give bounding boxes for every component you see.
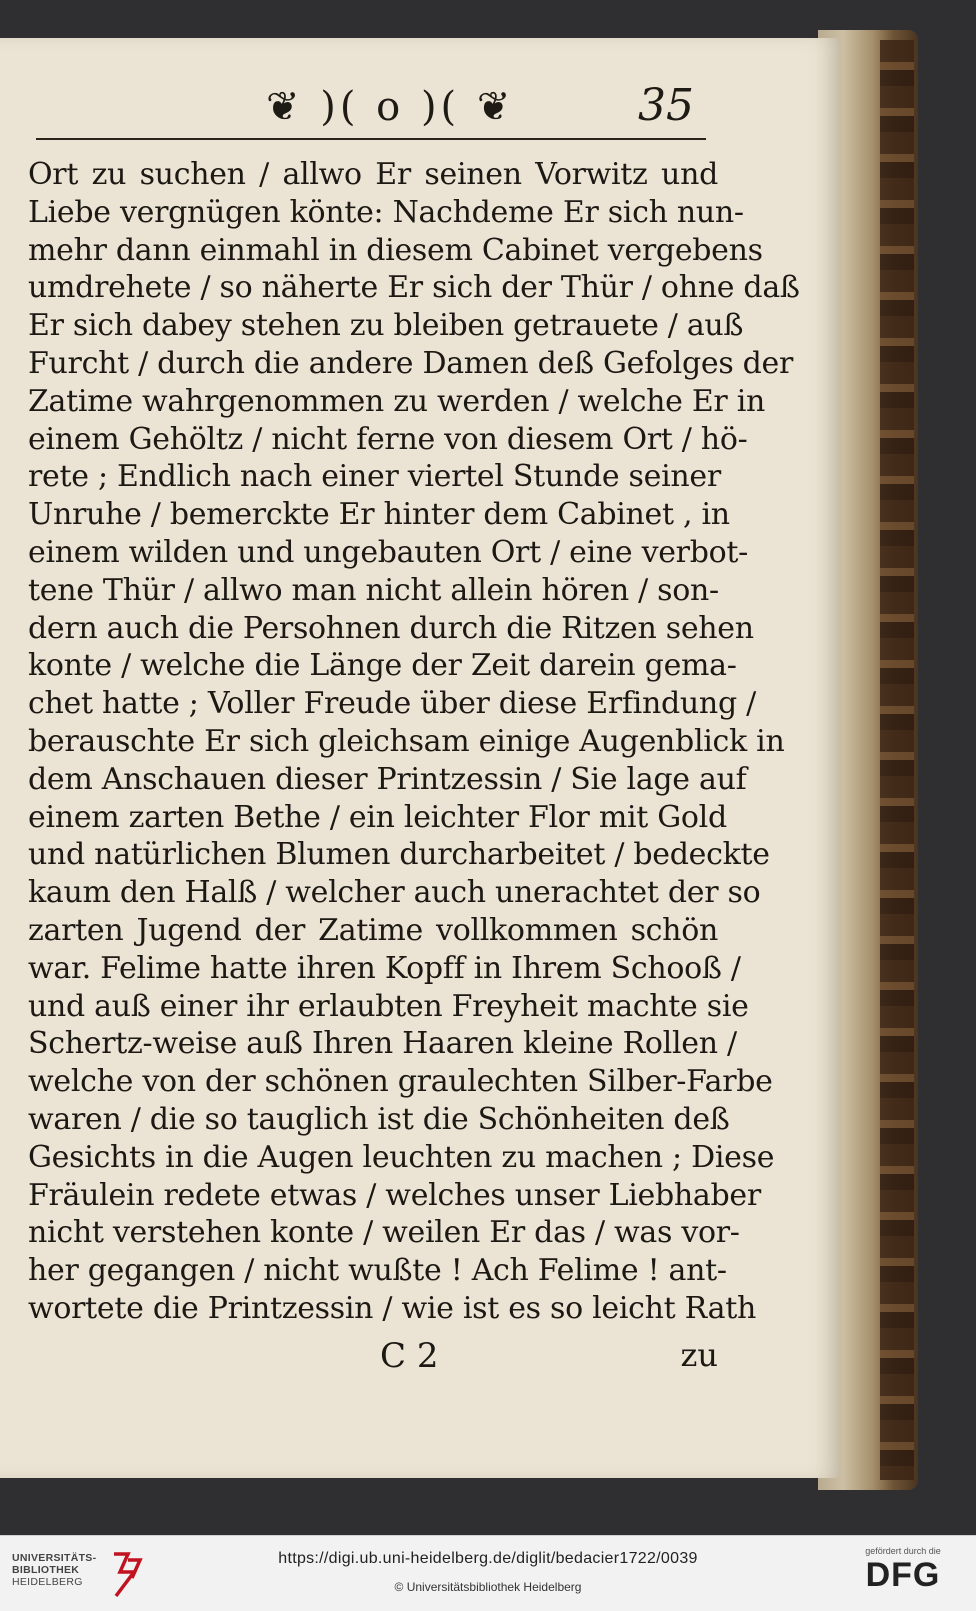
text-line: Fräulein redete etwas / welches unser Liebhaber [28,1177,761,1213]
text-line: und natürlichen Blumen durcharbeitet / bedeckte [28,837,770,873]
logo-line-1: UNIVERSITÄTS- [12,1552,97,1564]
text-line: welche von der schönen graulechten Silber-Farbe [28,1064,773,1100]
text-line: wortete die Printzessin / wie ist es so leicht Rath [28,1290,756,1326]
text-line: Liebe vergnügen könte: Nachdeme Er sich nun- [28,194,744,230]
text-line: Er sich dabey stehen zu bleiben getrauete / auß [28,308,744,344]
text-line: rete ; Endlich nach einer viertel Stunde seiner [28,459,721,495]
page-header [36,78,706,140]
dfg-mark: DFG [865,1556,941,1594]
text-line: kaum den Halß / welcher auch unerachtet der so [28,875,761,911]
text-line: einem Gehöltz / nicht ferne von diesem Ort / hö- [28,421,748,457]
viewer-footer [0,1535,976,1611]
text-line: waren / die so tauglich ist die Schönheiten deß [28,1101,730,1137]
page-number: 35 [638,80,694,131]
page-footer [28,1336,718,1380]
text-line: tene Thür / allwo man nicht allein hören / son- [28,572,719,608]
text-line: einem zarten Bethe / ein leichter Flor mit Gold [28,799,727,835]
text-line: chet hatte ; Voller Freude über diese Erfindung / [28,686,756,722]
text-line: Furcht / durch die andere Damen deß Gefolges der [28,345,794,381]
catchword: zu [680,1336,718,1374]
text-line: her gegangen / nicht wußte ! Ach Felime ! ant- [28,1253,727,1289]
text-line: berauschte Er sich gleichsam einige Augenblick in [28,723,785,759]
text-line: einem wilden und ungebauten Ort / eine verbot- [28,534,748,570]
text-line: Schertz-weise auß Ihren Haaren kleine Rollen / [28,1026,737,1062]
text-line: mehr dann einmahl in diesem Cabinet vergebens [28,232,763,268]
text-line: dern auch die Persohnen durch die Ritzen sehen [28,610,754,646]
dfg-logo[interactable] [848,1546,958,1604]
text-line: Gesichts in die Augen leuchten zu machen ; Diese [28,1139,775,1175]
book-page [0,38,840,1478]
text-line: zarten Jugend der Zatime vollkommen schön [28,912,718,948]
text-line: konte / welche die Länge der Zeit darein gema- [28,648,737,684]
book-binding [880,40,914,1480]
text-line: Unruhe / bemerckte Er hinter dem Cabinet , in [28,497,730,533]
text-line: Zatime wahrgenommen zu werden / welche Er in [28,383,766,419]
dfg-funding-label: gefördert durch die [865,1546,941,1556]
permalink-url[interactable]: https://digi.ub.uni-heidelberg.de/diglit/bedacier1722/0039 [278,1550,698,1567]
body-text [28,156,800,1328]
text-line: umdrehete / so näherte Er sich der Thür / ohne daß [28,270,800,306]
copyright-notice: © Universitätsbibliothek Heidelberg [394,1580,582,1594]
text-line: dem Anschauen dieser Printzessin / Sie lage auf [28,761,747,797]
text-line: war. Felime hatte ihren Kopff in Ihrem Schooß / [28,950,741,986]
logo-line-3: HEIDELBERG [12,1576,83,1588]
text-line: und auß einer ihr erlaubten Freyheit machte sie [28,988,749,1024]
signature-mark: C 2 [380,1336,439,1376]
logo-line-2: BIBLIOTHEK [12,1564,80,1576]
text-line: Ort zu suchen / allwo Er seinen Vorwitz und [28,157,718,192]
text-line: nicht verstehen konte / weilen Er das / was vor- [28,1215,740,1251]
header-ornament: ❦ )( o )( ❦ [266,84,515,130]
